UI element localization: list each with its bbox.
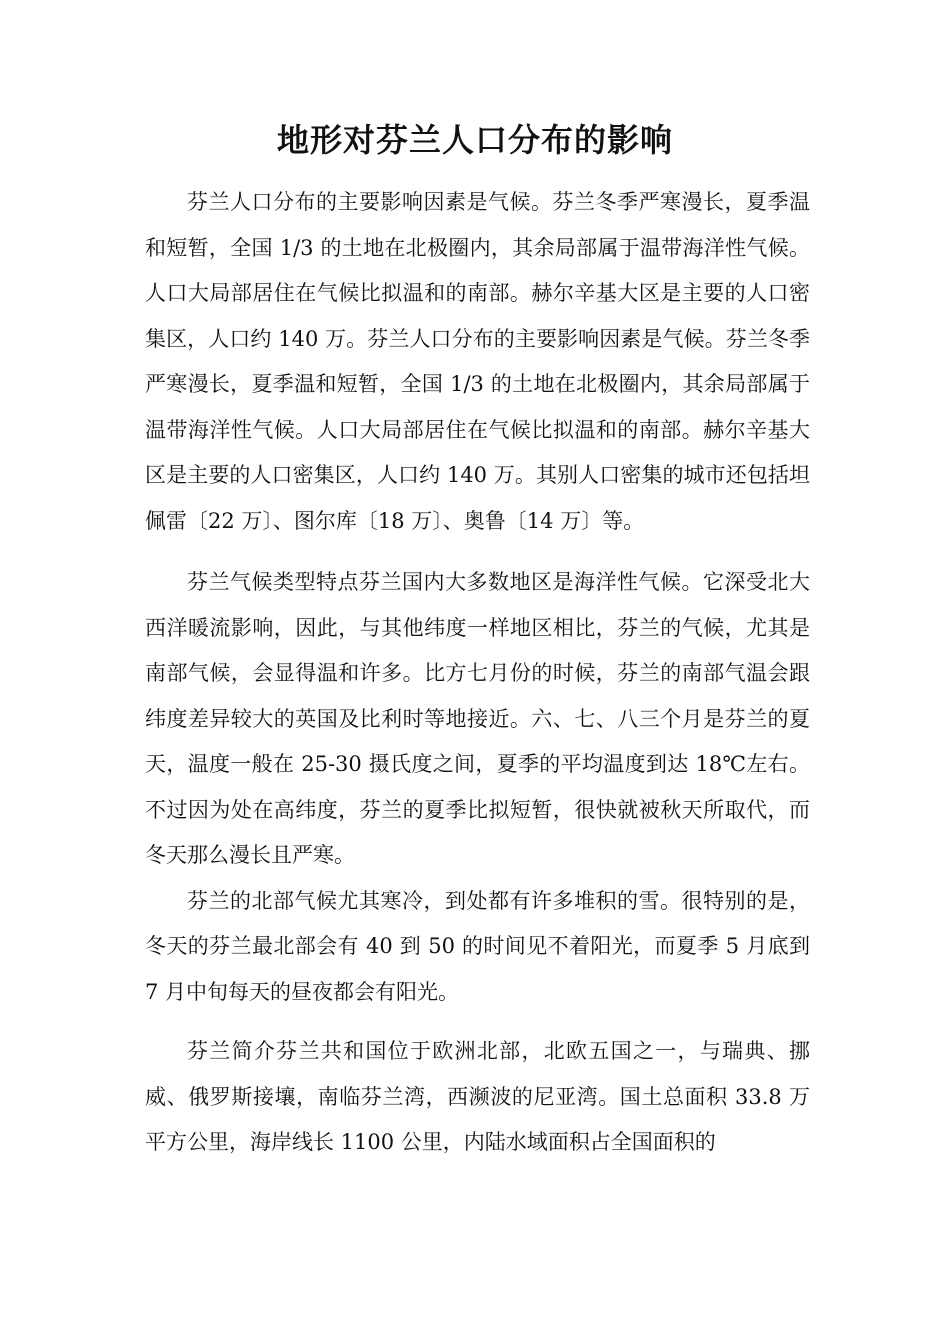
paragraph-climate-type: 芬兰气候类型特点芬兰国内大多数地区是海洋性气候。它深受北大西洋暖流影响，因此，与其他纬度一样地区相比，芬兰的气候，尤其是南部气候，会显得温和许多。比方七月份的时候，芬兰的南部气温会跟纬度差异较大的英国及比利时等地接近。六、七、八三个月是芬兰的夏天，温度一般在 25-30 摄氏度之间，夏季的平均温度到达 18℃左右。不过因为处在高纬度，芬兰的夏季比拟短暂，很快就被秋天所取代，而冬天那么漫长且严寒。 [145, 570, 810, 867]
paragraph-finland-intro: 芬兰简介芬兰共和国位于欧洲北部，北欧五国之一，与瑞典、挪威、俄罗斯接壤，南临芬兰湾，西濒波的尼亚湾。国土总面积 33.8 万平方公里，海岸线长 1100 公里，内陆水域面积占全国面积的 [145, 1039, 810, 1154]
paragraph-north-climate: 芬兰的北部气候尤其寒冷，到处都有许多堆积的雪。很特别的是，冬天的芬兰最北部会有 40 到 50 的时间见不着阳光，而夏季 5 月底到 7 月中旬每天的昼夜都会有阳光。 [145, 888, 810, 1004]
document-title: 地形对芬兰人口分布的影响 [276, 121, 673, 159]
document-body [145, 180, 810, 1166]
paragraph-climate-population: 芬兰人口分布的主要影响因素是气候。芬兰冬季严寒漫长，夏季温和短暂，全国 1/3 的土地在北极圈内，其余局部属于温带海洋性气候。人口大局部居住在气候比拟温和的南部。赫尔辛基大区是主要的人口密集区，人口约 140 万。芬兰人口分布的主要影响因素是气候。芬兰冬季严寒漫长，夏季温和短暂，全国 1/3 的土地在北极圈内，其余局部属于温带海洋性气候。人口大局部居住在气候比拟温和的南部。赫尔辛基大区是主要的人口密集区，人口约 140 万。其别人口密集的城市还包括坦佩雷〔22 万〕、图尔库〔18 万〕、奥鲁〔14 万〕等。 [145, 190, 810, 533]
